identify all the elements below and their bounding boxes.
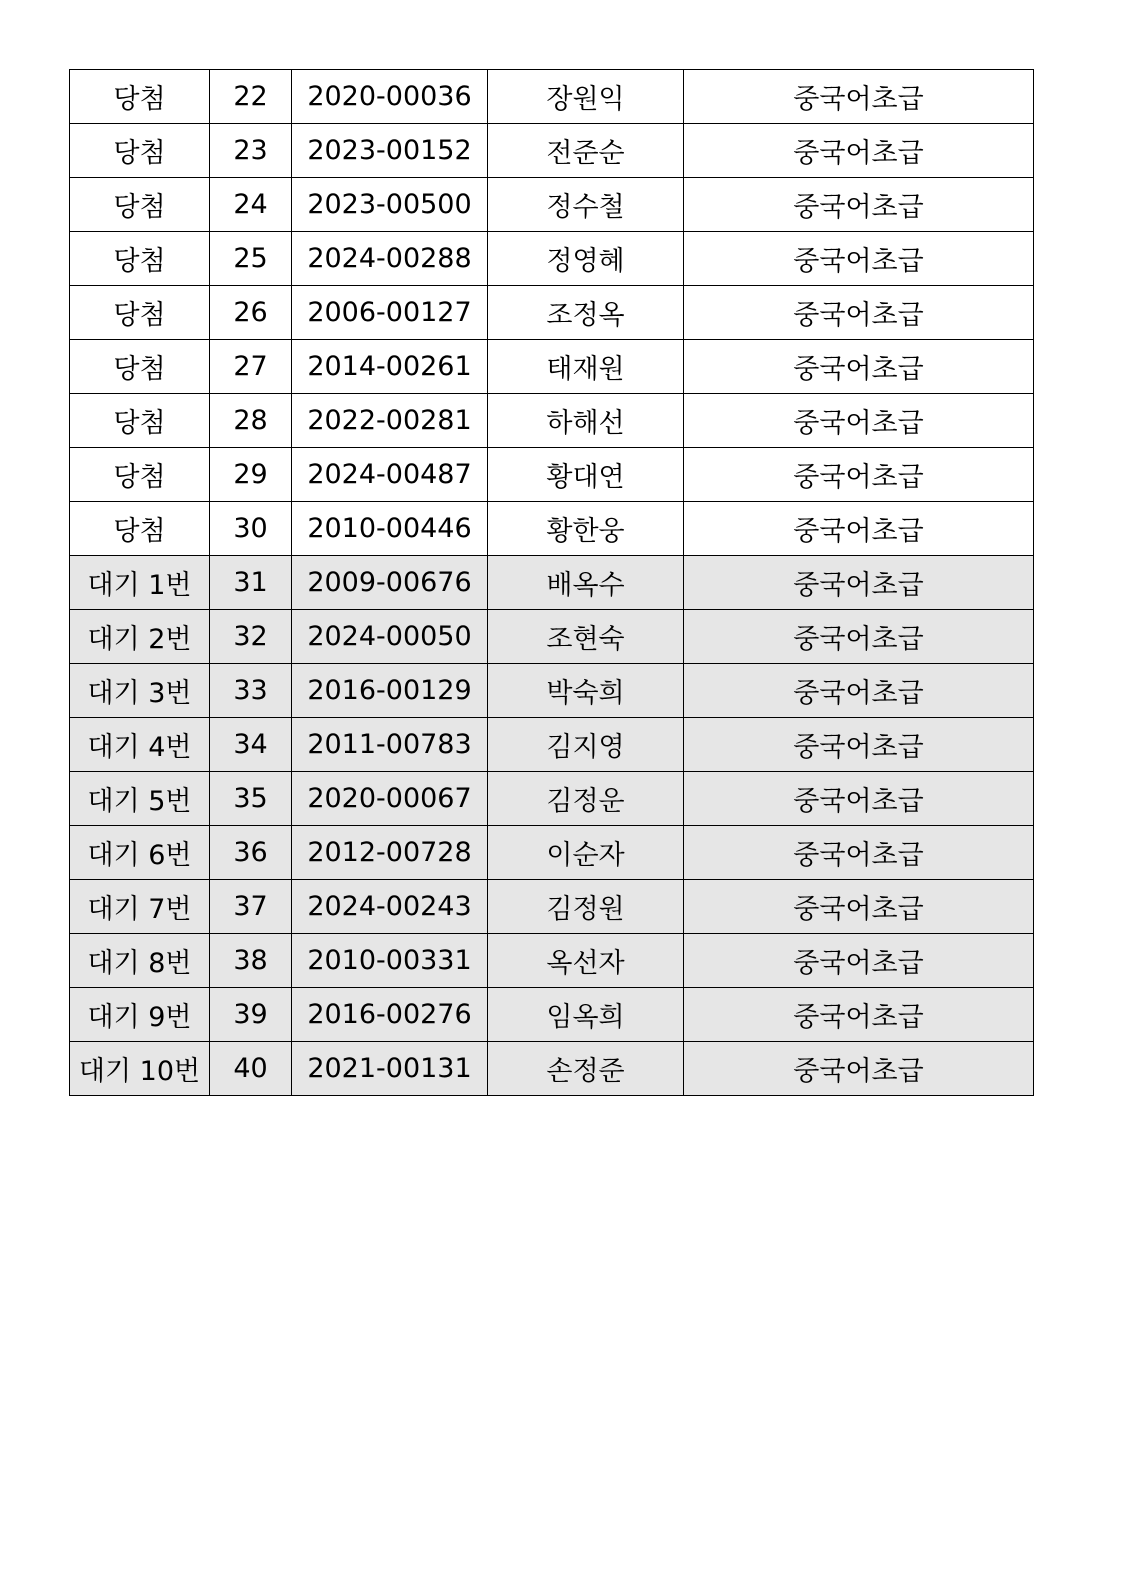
- member-id-cell: 2021-00131: [292, 1042, 488, 1096]
- course-cell: 중국어초급: [684, 772, 1034, 826]
- table-row-winner: [70, 286, 1034, 340]
- number-cell: 22: [210, 70, 292, 124]
- number-cell: 33: [210, 664, 292, 718]
- table-row-waitlist: [70, 556, 1034, 610]
- name-cell: 박숙희: [488, 664, 684, 718]
- member-id-cell: 2024-00050: [292, 610, 488, 664]
- member-id-cell: 2016-00129: [292, 664, 488, 718]
- table-row-waitlist: [70, 826, 1034, 880]
- course-cell: 중국어초급: [684, 232, 1034, 286]
- status-cell: 대기 9번: [70, 988, 210, 1042]
- member-id-cell: 2020-00036: [292, 70, 488, 124]
- member-id-cell: 2010-00331: [292, 934, 488, 988]
- number-cell: 25: [210, 232, 292, 286]
- name-cell: 조정옥: [488, 286, 684, 340]
- name-cell: 황한웅: [488, 502, 684, 556]
- course-cell: 중국어초급: [684, 124, 1034, 178]
- name-cell: 조현숙: [488, 610, 684, 664]
- number-cell: 39: [210, 988, 292, 1042]
- member-id-cell: 2006-00127: [292, 286, 488, 340]
- member-id-cell: 2014-00261: [292, 340, 488, 394]
- number-cell: 26: [210, 286, 292, 340]
- status-cell: 당첨: [70, 502, 210, 556]
- lottery-result-table: [69, 69, 1034, 1096]
- number-cell: 38: [210, 934, 292, 988]
- course-cell: 중국어초급: [684, 394, 1034, 448]
- member-id-cell: 2023-00152: [292, 124, 488, 178]
- number-cell: 31: [210, 556, 292, 610]
- course-cell: 중국어초급: [684, 556, 1034, 610]
- member-id-cell: 2010-00446: [292, 502, 488, 556]
- name-cell: 옥선자: [488, 934, 684, 988]
- name-cell: 태재원: [488, 340, 684, 394]
- name-cell: 하해선: [488, 394, 684, 448]
- table-row-waitlist: [70, 718, 1034, 772]
- number-cell: 27: [210, 340, 292, 394]
- course-cell: 중국어초급: [684, 286, 1034, 340]
- table-row-waitlist: [70, 880, 1034, 934]
- status-cell: 대기 7번: [70, 880, 210, 934]
- course-cell: 중국어초급: [684, 988, 1034, 1042]
- status-cell: 대기 6번: [70, 826, 210, 880]
- table-row-winner: [70, 232, 1034, 286]
- number-cell: 24: [210, 178, 292, 232]
- number-cell: 32: [210, 610, 292, 664]
- course-cell: 중국어초급: [684, 340, 1034, 394]
- member-id-cell: 2023-00500: [292, 178, 488, 232]
- status-cell: 대기 4번: [70, 718, 210, 772]
- member-id-cell: 2012-00728: [292, 826, 488, 880]
- number-cell: 37: [210, 880, 292, 934]
- table-row-winner: [70, 502, 1034, 556]
- name-cell: 이순자: [488, 826, 684, 880]
- status-cell: 당첨: [70, 448, 210, 502]
- table-row-waitlist: [70, 934, 1034, 988]
- number-cell: 30: [210, 502, 292, 556]
- name-cell: 임옥희: [488, 988, 684, 1042]
- table-row-winner: [70, 178, 1034, 232]
- table-row-winner: [70, 448, 1034, 502]
- name-cell: 김정원: [488, 880, 684, 934]
- number-cell: 29: [210, 448, 292, 502]
- name-cell: 전준순: [488, 124, 684, 178]
- status-cell: 대기 3번: [70, 664, 210, 718]
- table-row-waitlist: [70, 610, 1034, 664]
- course-cell: 중국어초급: [684, 664, 1034, 718]
- status-cell: 대기 2번: [70, 610, 210, 664]
- course-cell: 중국어초급: [684, 1042, 1034, 1096]
- course-cell: 중국어초급: [684, 610, 1034, 664]
- number-cell: 34: [210, 718, 292, 772]
- number-cell: 35: [210, 772, 292, 826]
- member-id-cell: 2024-00288: [292, 232, 488, 286]
- course-cell: 중국어초급: [684, 502, 1034, 556]
- number-cell: 36: [210, 826, 292, 880]
- member-id-cell: 2011-00783: [292, 718, 488, 772]
- status-cell: 당첨: [70, 394, 210, 448]
- member-id-cell: 2009-00676: [292, 556, 488, 610]
- status-cell: 당첨: [70, 124, 210, 178]
- member-id-cell: 2022-00281: [292, 394, 488, 448]
- name-cell: 장원익: [488, 70, 684, 124]
- number-cell: 40: [210, 1042, 292, 1096]
- status-cell: 대기 8번: [70, 934, 210, 988]
- name-cell: 김지영: [488, 718, 684, 772]
- status-cell: 대기 10번: [70, 1042, 210, 1096]
- number-cell: 28: [210, 394, 292, 448]
- name-cell: 정수철: [488, 178, 684, 232]
- status-cell: 대기 1번: [70, 556, 210, 610]
- table-row-winner: [70, 124, 1034, 178]
- name-cell: 정영혜: [488, 232, 684, 286]
- course-cell: 중국어초급: [684, 880, 1034, 934]
- name-cell: 배옥수: [488, 556, 684, 610]
- table-row-winner: [70, 340, 1034, 394]
- member-id-cell: 2024-00487: [292, 448, 488, 502]
- status-cell: 당첨: [70, 70, 210, 124]
- member-id-cell: 2020-00067: [292, 772, 488, 826]
- name-cell: 황대연: [488, 448, 684, 502]
- member-id-cell: 2016-00276: [292, 988, 488, 1042]
- status-cell: 당첨: [70, 232, 210, 286]
- status-cell: 당첨: [70, 286, 210, 340]
- table-row-waitlist: [70, 1042, 1034, 1096]
- number-cell: 23: [210, 124, 292, 178]
- member-id-cell: 2024-00243: [292, 880, 488, 934]
- status-cell: 당첨: [70, 340, 210, 394]
- course-cell: 중국어초급: [684, 718, 1034, 772]
- course-cell: 중국어초급: [684, 70, 1034, 124]
- course-cell: 중국어초급: [684, 934, 1034, 988]
- course-cell: 중국어초급: [684, 448, 1034, 502]
- table-row-waitlist: [70, 664, 1034, 718]
- table-body: [70, 70, 1034, 1096]
- table-row-winner: [70, 394, 1034, 448]
- status-cell: 당첨: [70, 178, 210, 232]
- name-cell: 손정준: [488, 1042, 684, 1096]
- name-cell: 김정운: [488, 772, 684, 826]
- table-row-waitlist: [70, 988, 1034, 1042]
- status-cell: 대기 5번: [70, 772, 210, 826]
- course-cell: 중국어초급: [684, 826, 1034, 880]
- course-cell: 중국어초급: [684, 178, 1034, 232]
- table-row-waitlist: [70, 772, 1034, 826]
- table-row-winner: [70, 70, 1034, 124]
